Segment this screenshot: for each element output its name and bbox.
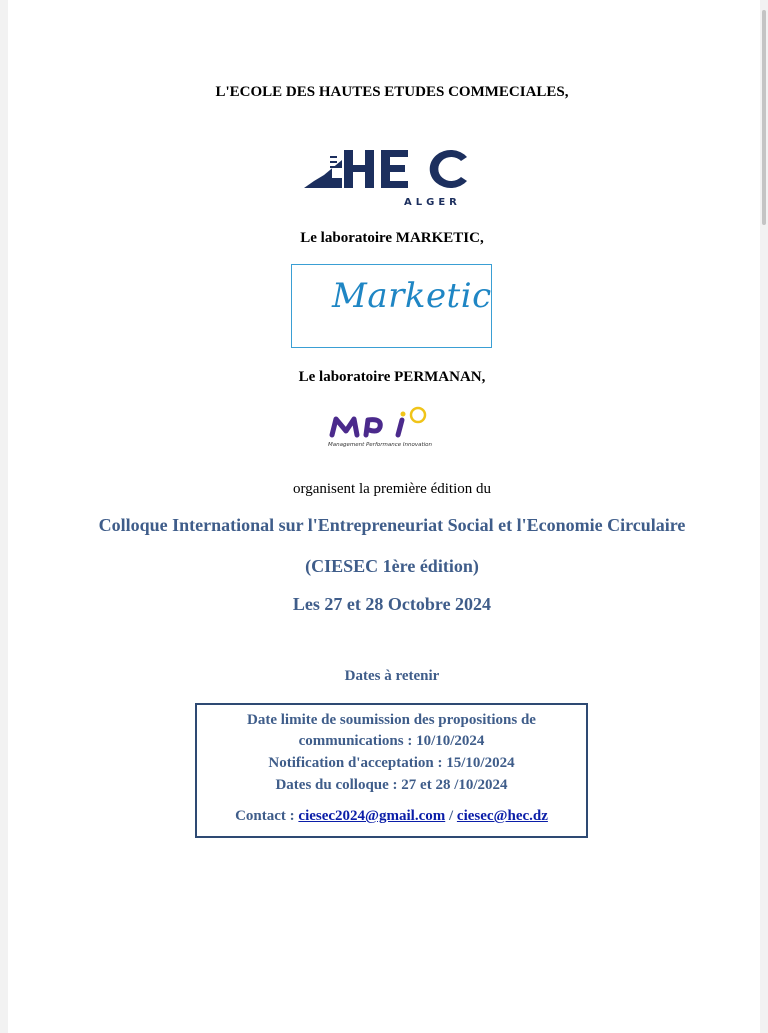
hec-logo-sub: ALGER [404,197,461,208]
document-page [8,0,760,1033]
email-separator: / [445,808,457,824]
contact-line [197,808,586,825]
email-link-hec[interactable]: ciesec@hec.dz [456,808,548,824]
submission-deadline-line1: Date limite de soumission des propositions de [247,712,536,728]
hec-alger-logo [302,145,474,210]
lab-permanan-label: Le laboratoire PERMANAN, [298,369,486,385]
email-link-gmail[interactable]: ciesec2024@gmail.com [298,808,446,824]
lab-marketic-label: Le laboratoire MARKETIC, [300,230,484,246]
key-dates-heading: Dates à retenir [344,668,440,684]
school-name: L'ECOLE DES HAUTES ETUDES COMMECIALES, [215,84,569,100]
marketic-logo-text: Marketic [332,276,492,316]
organisers-intro: organisent la première édition du [293,481,491,497]
scrollbar[interactable] [760,0,768,1033]
contact-label: Contact : [235,808,299,824]
mpi-logo [326,406,460,448]
submission-deadline-line2: communications : 10/10/2024 [298,733,485,749]
event-title: Colloque International sur l'Entrepreneuriat Social et l'Economie Circulaire [98,515,686,535]
key-dates-box [195,703,588,838]
marketic-logo [291,264,492,348]
notification-date: Notification d'acceptation : 15/10/2024 [268,755,515,771]
colloque-dates: Dates du colloque : 27 et 28 /10/2024 [275,777,508,793]
scrollbar-thumb[interactable] [762,10,766,225]
mpi-tagline: Management Performance Innovation [328,442,432,448]
event-acronym: (CIESEC 1ère édition) [305,556,479,576]
event-dates: Les 27 et 28 Octobre 2024 [292,594,492,614]
